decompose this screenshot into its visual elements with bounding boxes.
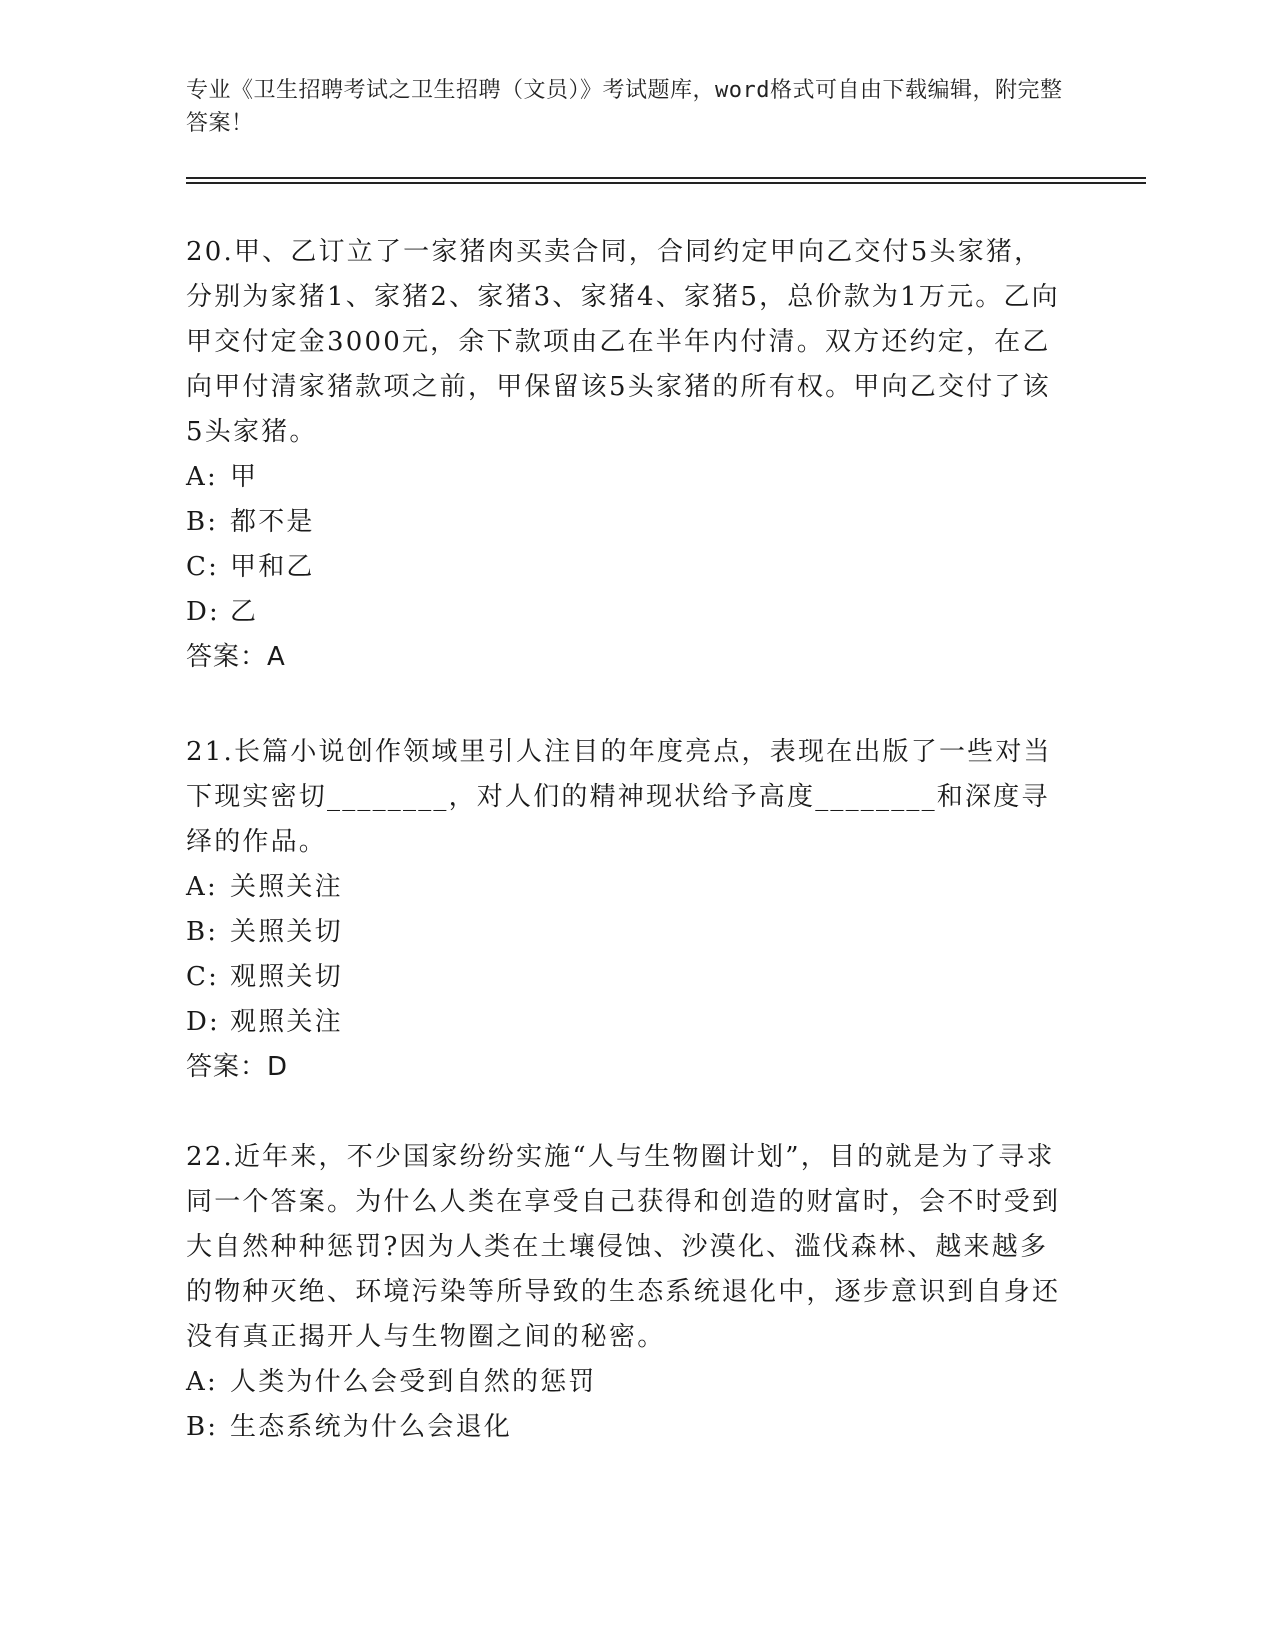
question-20 [186,230,1066,680]
document-header: 专业《卫生招聘考试之卫生招聘（文员）》考试题库，word格式可自由下载编辑，附完整答案！ [186,78,1063,136]
option-c [186,955,1066,1000]
option-key: B: [186,1412,219,1442]
question-number: 21. [186,737,234,767]
option-a [186,1360,1066,1405]
option-a [186,865,1066,910]
option-key: D: [186,1007,221,1037]
option-a [186,455,1066,500]
question-text [186,730,1066,865]
option-text: 都不是 [230,507,315,537]
question-number: 22. [186,1142,234,1172]
option-c [186,545,1066,590]
header-divider-double [186,182,1146,184]
option-key: B: [186,917,219,947]
option-d [186,590,1066,635]
option-key: D: [186,597,221,627]
option-text: 人类为什么会受到自然的惩罚 [230,1367,597,1397]
option-text: 生态系统为什么会退化 [230,1412,513,1442]
option-key: B: [186,507,219,537]
option-text: 乙 [230,597,259,627]
option-b [186,1405,1066,1450]
question-number: 20. [186,237,234,267]
option-text: 关照关注 [230,872,343,902]
option-key: A: [186,462,218,492]
answer-line: 答案：A [186,642,286,672]
option-text: 关照关切 [230,917,343,947]
question-text [186,1135,1066,1360]
option-text: 观照关注 [230,1007,343,1037]
option-key: A: [186,1367,218,1397]
header-divider [186,177,1146,179]
question-21 [186,730,1066,1090]
question-body: 近年来，不少国家纷纷实施“人与生物圈计划”，目的就是为了寻求同一个答案。为什么人类在享受自己获得和创造的财富时，会不时受到大自然种种惩罚?因为人类在土壤侵蚀、沙漠化、滥伐森林、越来越多的物种灭绝、环境污染等所导致的生态系统退化中，逐步意识到自身还没有真正揭开人与生物圈之间的秘密。 [186,1142,1061,1352]
answer-line: 答案：D [186,1052,289,1082]
option-text: 甲 [230,462,259,492]
option-key: C: [186,962,220,992]
option-text: 观照关切 [230,962,343,992]
option-d [186,1000,1066,1045]
option-key: C: [186,552,220,582]
question-22 [186,1135,1066,1450]
question-body: 长篇小说创作领域里引人注目的年度亮点，表现在出版了一些对当下现实密切________，对人们的精神现状给予高度________和深度寻绎的作品。 [186,737,1052,857]
question-text [186,230,1066,455]
option-b [186,500,1066,545]
option-text: 甲和乙 [230,552,315,582]
question-body: 甲、乙订立了一家猪肉买卖合同，合同约定甲向乙交付5头家猪，分别为家猪1、家猪2、家猪3、家猪4、家猪5，总价款为1万元。乙向甲交付定金3000元，余下款项由乙在半年内付清。双方还约定，在乙向甲付清家猪款项之前，甲保留该5头家猪的所有权。甲向乙交付了该5头家猪。 [186,237,1060,447]
option-b [186,910,1066,955]
option-key: A: [186,872,218,902]
